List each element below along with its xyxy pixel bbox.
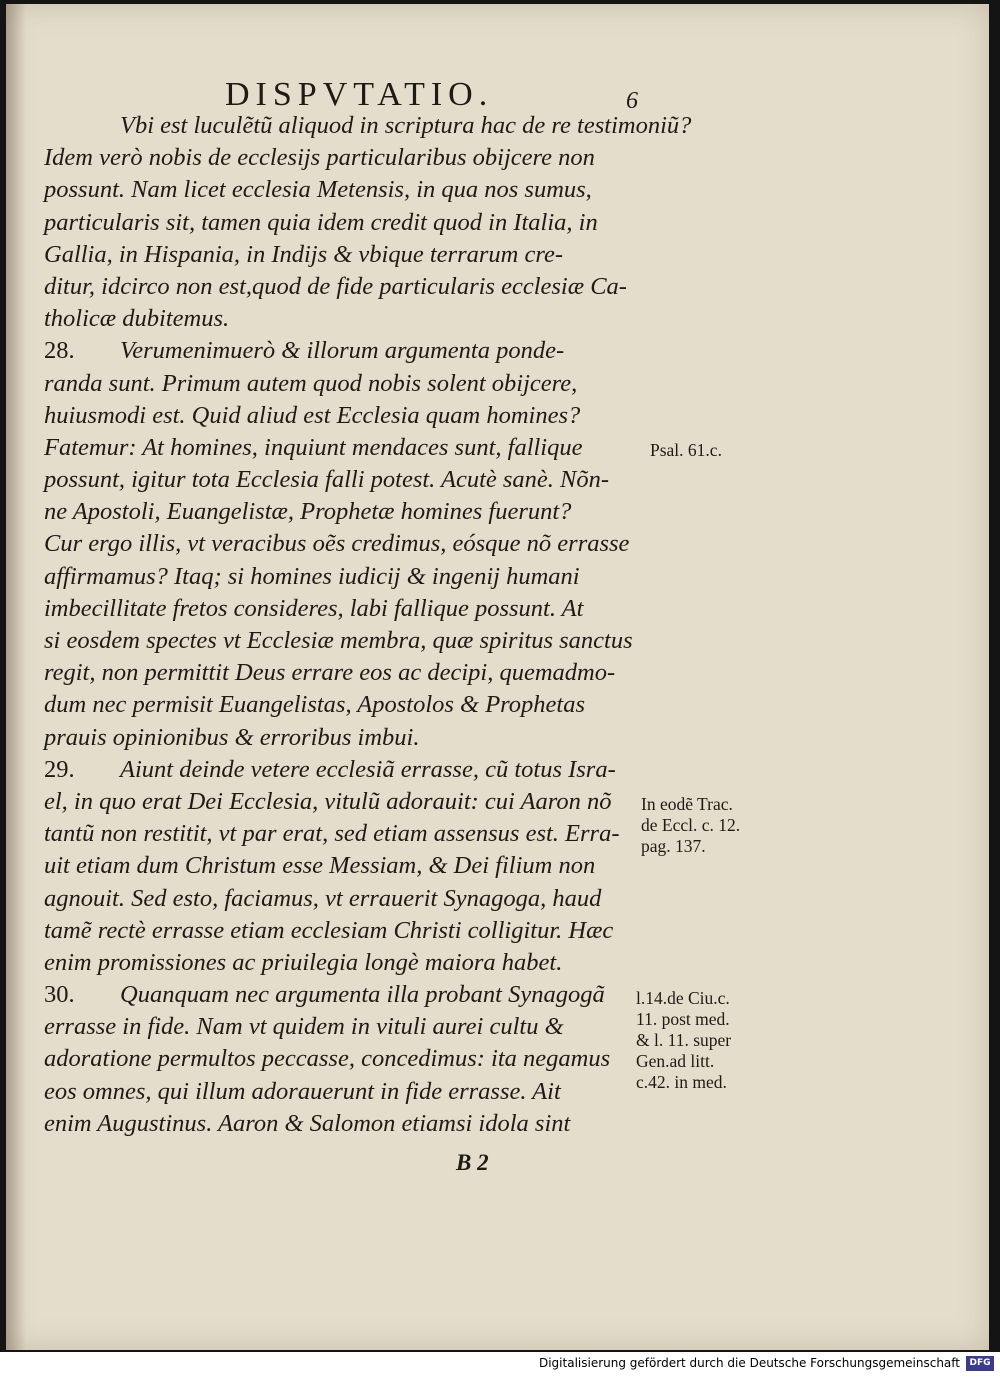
margin-note-augustine: l.14.de Ciu.c. 11. post med. & l. 11. super Gen.ad litt. c.42. in med. bbox=[636, 988, 732, 1092]
text-line: agnouit. Sed esto, faciamus, vt errauerit Synagoga, haud bbox=[44, 884, 602, 912]
text-line: possunt, igitur tota Ecclesia falli potest. Acutè sanè. Nõn- bbox=[44, 466, 610, 494]
text-line: 30. Quanquam nec argumenta illa probant Synagogã bbox=[44, 979, 644, 1011]
text-line: adoratione permultos peccasse, concedimus: ita negamus bbox=[44, 1045, 611, 1073]
dfg-logo-icon: DFG bbox=[966, 1356, 994, 1371]
text-line: dum nec permisit Euangelistas, Apostolos & Prophetas bbox=[44, 691, 586, 719]
text-line: eos omnes, qui illum adorauerunt in fide errasse. Ait bbox=[44, 1077, 561, 1105]
text-line: tholicæ dubitemus. bbox=[44, 305, 230, 333]
text-line: si eosdem spectes vt Ecclesiæ membra, quæ spiritus sanctus bbox=[44, 627, 633, 654]
text-line: Fatemur: At homines, inquiunt mendaces sunt, fallique bbox=[44, 433, 583, 461]
text-line: ne Apostoli, Euangelistæ, Prophetæ homines fuerunt? bbox=[44, 498, 572, 526]
text-line: prauis opinionibus & erroribus imbui. bbox=[44, 723, 420, 751]
text-line: imbecillitate fretos consideres, labi fallique possunt. At bbox=[44, 594, 584, 622]
paragraph-number: 30. bbox=[44, 981, 75, 1009]
paragraph-number: 29. bbox=[44, 755, 75, 783]
text-line: ditur, idcirco non est,quod de fide particularis ecclesiæ Ca- bbox=[44, 272, 627, 300]
signature-mark: B 2 bbox=[456, 1150, 489, 1175]
text-line: errasse in fide. Nam vt quidem in vituli aurei cultu & bbox=[44, 1013, 564, 1041]
text-line: Vbi est luculẽtũ aliquod in scriptura hac de re testimoniũ? bbox=[120, 112, 692, 139]
text-line: huiusmodi est. Quid aliud est Ecclesia quam homines? bbox=[44, 401, 581, 429]
text-line: 28. Verumenimuerò & illorum argumenta ponde- bbox=[44, 335, 644, 367]
text-line: enim Augustinus. Aaron & Salomon etiamsi idola sint bbox=[44, 1109, 571, 1137]
text-line: tamẽ rectè errasse etiam ecclesiam Christi colligitur. Hæc bbox=[44, 916, 614, 944]
text-line: tantũ non restitit, vt par erat, sed etiam assensus est. Erra- bbox=[44, 820, 620, 848]
text-line: particularis sit, tamen quia idem credit quod in Italia, in bbox=[44, 208, 598, 236]
footer-bar bbox=[0, 1352, 1000, 1377]
text-line: uit etiam dum Christum esse Messiam, & Dei filium non bbox=[44, 852, 596, 880]
text-line: el, in quo erat Dei Ecclesia, vitulũ adorauit: cui Aaron nõ bbox=[44, 787, 612, 815]
running-head: DISPVTATIO. bbox=[225, 76, 494, 113]
paragraph-number: 28. bbox=[44, 337, 75, 365]
page-spine-shadow bbox=[6, 4, 26, 1350]
text-line: Idem verò nobis de ecclesijs particularibus obijcere non bbox=[44, 144, 595, 172]
text-line: 29. Aiunt deinde vetere ecclesiã errasse, cũ totus Isra- bbox=[44, 754, 644, 786]
margin-note-tract: In eodẽ Trac. de Eccl. c. 12. pag. 137. bbox=[641, 794, 741, 856]
text-line: regit, non permittit Deus errare eos ac decipi, quemadmo- bbox=[44, 659, 616, 687]
funding-credit: Digitalisierung gefördert durch die Deutsche Forschungsgemeinschaft bbox=[538, 1356, 960, 1370]
text-line: enim promissiones ac priuilegia longè maiora habet. bbox=[44, 948, 563, 976]
text-line: Gallia, in Hispania, in Indijs & vbique terrarum cre- bbox=[44, 240, 563, 268]
text-line: Cur ergo illis, vt veracibus oẽs credimus, eósque nõ errasse bbox=[44, 530, 630, 558]
page-number: 6 bbox=[626, 88, 638, 114]
text-line: randa sunt. Primum autem quod nobis solent obijcere, bbox=[44, 369, 578, 397]
text-line: affirmamus? Itaq; si homines iudicij & ingenij humani bbox=[44, 562, 580, 590]
margin-note-psalm: Psal. 61.c. bbox=[650, 440, 722, 460]
text-line: possunt. Nam licet ecclesia Metensis, in qua nos sumus, bbox=[44, 176, 592, 204]
